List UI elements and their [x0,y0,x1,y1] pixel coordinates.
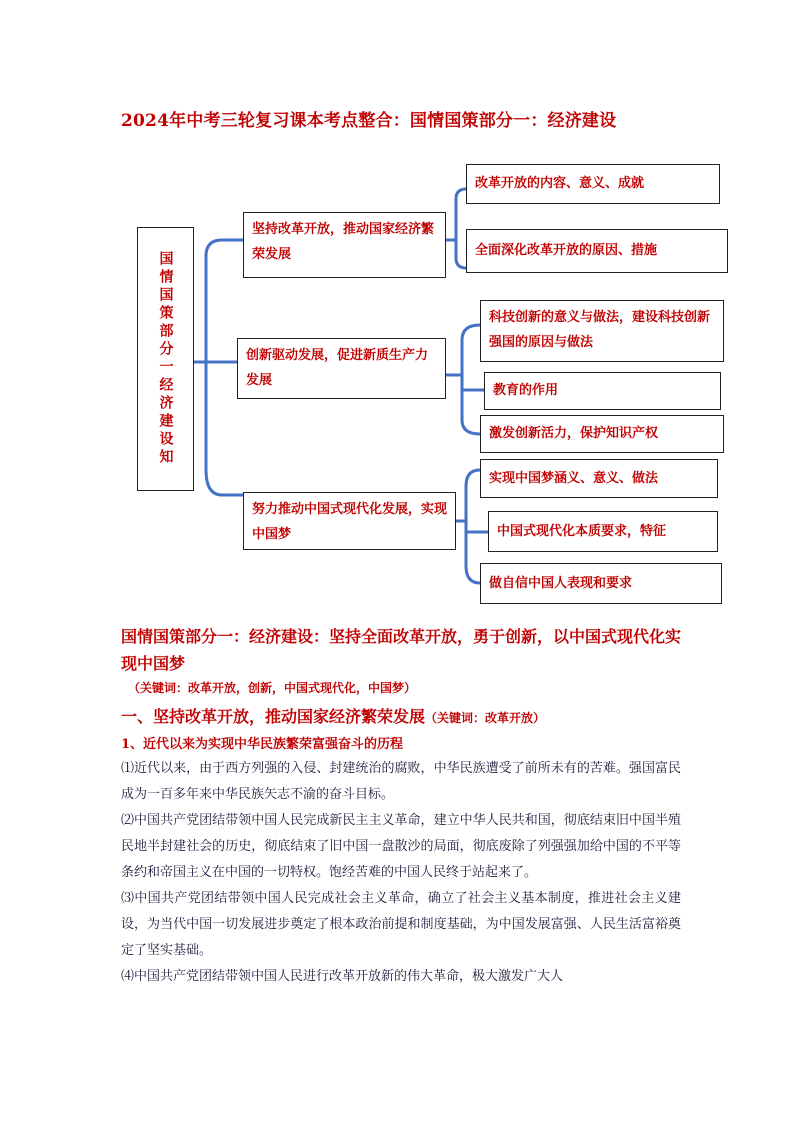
mindmap-root-box [137,227,194,491]
mindmap-node-label: 科技创新的意义与做法，建设科技创新强国的原因与做法 [489,310,711,350]
mindmap-branch-3-child-2 [488,511,718,552]
section-keywords: （关键词：改革开放，创新，中国式现代化，中国梦） [128,681,417,695]
body-text [121,756,681,990]
mindmap-branch-2 [237,338,446,399]
mindmap-branch-1-child-1 [466,164,720,204]
document-title: 2024年中考三轮复习课本考点整合：国情国策部分一：经济建设 [121,111,617,131]
heading-1-keyword: （关键词：改革开放） [425,711,546,725]
mindmap-node-label: 全面深化改革开放的原因、措施 [475,243,658,258]
heading-1-text: 一、坚持改革开放，推动国家经济繁荣发展 [121,707,426,726]
mindmap-branch-2-child-1 [480,300,724,362]
heading-1 [121,704,545,727]
paragraph-1: ⑴近代以来，由于西方列强的入侵、封建统治的腐败，中华民族遭受了前所未有的苦难。强国富民成为一百多年来中华民族矢志不渝的奋斗目标。 [121,761,681,802]
mindmap-branch-1-label: 坚持改革开放，推动国家经济繁荣发展 [252,222,435,262]
mindmap-node-label: 激发创新活力，保护知识产权 [489,426,659,441]
mindmap-branch-2-child-2 [484,372,721,410]
mindmap-branch-2-child-3 [480,415,724,453]
mindmap-branch-3-child-1 [480,459,718,498]
paragraph-4: ⑷中国共产党团结带领中国人民进行改革开放新的伟大革命，极大激发广大人 [121,969,564,984]
mindmap-branch-3-child-3 [480,563,722,604]
mindmap-root-label: 国情国策部分一经济建设知 [157,251,174,467]
mindmap-node-label: 中国式现代化本质要求，特征 [497,524,667,539]
heading-1-1: 1、近代以来为实现中华民族繁荣富强奋斗的历程 [121,737,404,752]
paragraph-2: ⑵中国共产党团结带领中国人民完成新民主主义革命，建立中华人民共和国，彻底结束旧中国半殖民地半封建社会的历史，彻底结束了旧中国一盘散沙的局面，彻底废除了列强强加给中国的不平等条约和帝国主义在中国的一切特权。饱经苦难的中国人民终于站起来了。 [121,813,681,880]
paragraph-3: ⑶中国共产党团结带领中国人民完成社会主义革命，确立了社会主义基本制度，推进社会主义建设，为当代中国一切发展进步奠定了根本政治前提和制度基础，为中国发展富强、人民生活富裕奠定了坚实基础。 [121,891,681,958]
mindmap-branch-2-label: 创新驱动发展，促进新质生产力发展 [246,348,429,388]
section-heading: 国情国策部分一：经济建设：坚持全面改革开放，勇于创新，以中国式现代化实现中国梦 [121,627,682,673]
mindmap-node-label: 教育的作用 [493,383,559,398]
mindmap-branch-3-label: 努力推动中国式现代化发展，实现中国梦 [252,502,448,542]
mindmap-node-label: 改革开放的内容、意义、成就 [475,176,645,191]
mindmap-branch-3 [243,492,456,550]
mindmap-branch-1-child-2 [466,229,728,273]
mindmap-branch-1 [243,212,446,278]
mindmap-node-label: 实现中国梦涵义、意义、做法 [489,471,659,486]
mindmap-node-label: 做自信中国人表现和要求 [489,576,633,591]
